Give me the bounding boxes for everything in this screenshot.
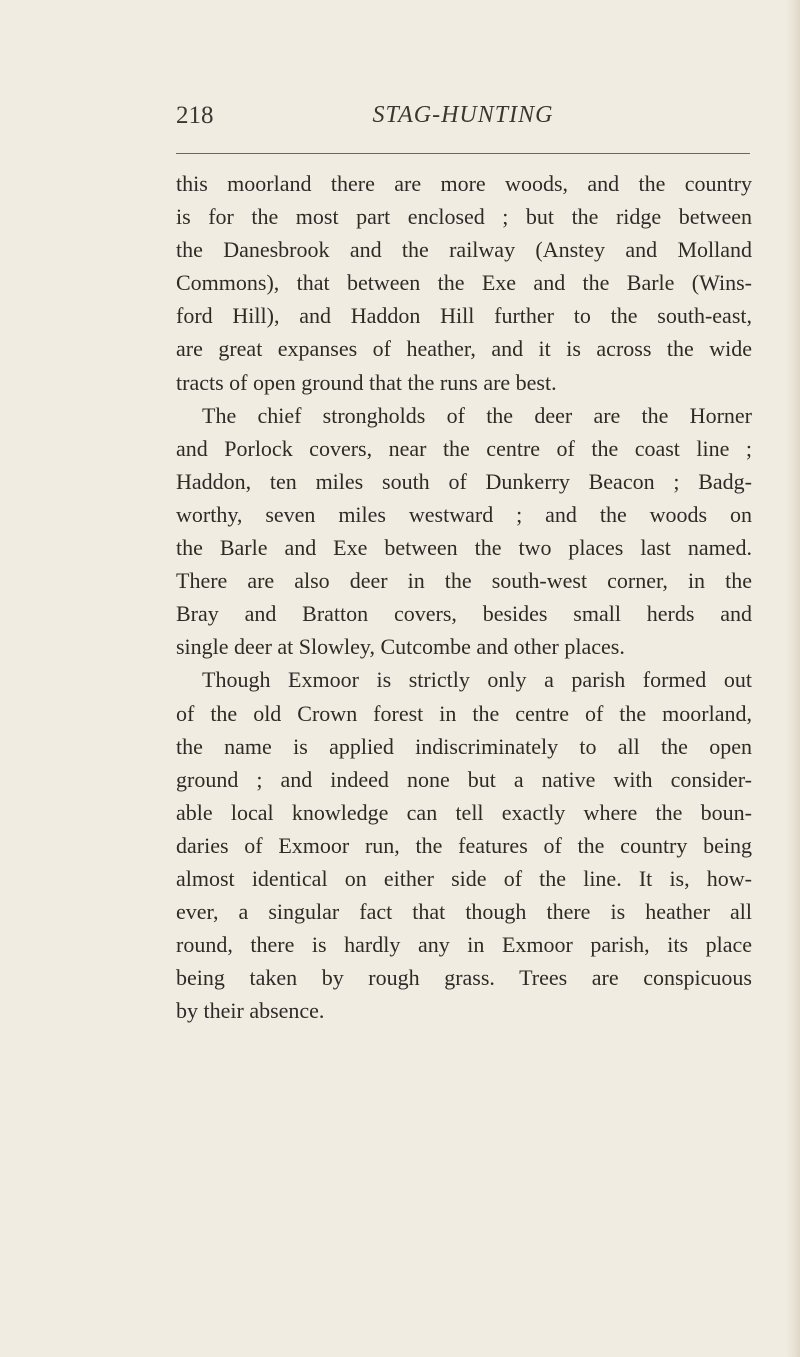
text-line: ground ; and indeed none but a native with consider- [176,766,752,792]
text-line: of the old Crown forest in the centre of the moorland, [176,700,752,726]
text-line: being taken by rough grass. Trees are conspicuous [176,965,752,991]
page-edge-shadow [786,0,800,1357]
page-number: 218 [176,102,214,129]
text-line: ford Hill), and Haddon Hill further to the south-east, [176,303,752,329]
text-line: almost identical on either side of the line. It is, how- [176,865,752,891]
text-line: by their absence. [176,998,325,1024]
text-line: the Barle and Exe between the two places last named. [176,535,752,561]
text-line: are great expanses of heather, and it is across the wide [176,336,752,362]
text-line: tracts of open ground that the runs are best. [176,369,557,395]
text-line: able local knowledge can tell exactly where the boun- [176,799,752,825]
text-line: round, there is hardly any in Exmoor parish, its place [176,932,752,958]
text-line: Commons), that between the Exe and the Barle (Wins- [176,270,752,296]
text-line: is for the most part enclosed ; but the ridge between [176,204,752,230]
text-line: Bray and Bratton covers, besides small herds and [176,601,752,627]
text-line: worthy, seven miles westward ; and the woods on [176,501,752,527]
running-title: STAG-HUNTING [372,102,554,128]
text-line: Though Exmoor is strictly only a parish formed out [202,667,752,693]
text-line: ever, a singular fact that though there is heather all [176,899,752,925]
text-line: There are also deer in the south-west corner, in the [176,568,752,594]
running-head [176,102,750,142]
body-text [176,167,752,1027]
text-line: this moorland there are more woods, and the country [176,171,752,196]
text-line: Haddon, ten miles south of Dunkerry Beacon ; Badg- [176,468,752,494]
text-line: The chief strongholds of the deer are the Horner [202,402,752,428]
text-line: daries of Exmoor run, the features of the country being [176,832,752,858]
text-line: and Porlock covers, near the centre of the coast line ; [176,435,752,461]
text-line: the Danesbrook and the railway (Anstey and Molland [176,237,752,263]
text-line: the name is applied indiscriminately to all the open [176,733,752,759]
text-line: single deer at Slowley, Cutcombe and other places. [176,634,625,660]
header-rule [176,153,750,154]
